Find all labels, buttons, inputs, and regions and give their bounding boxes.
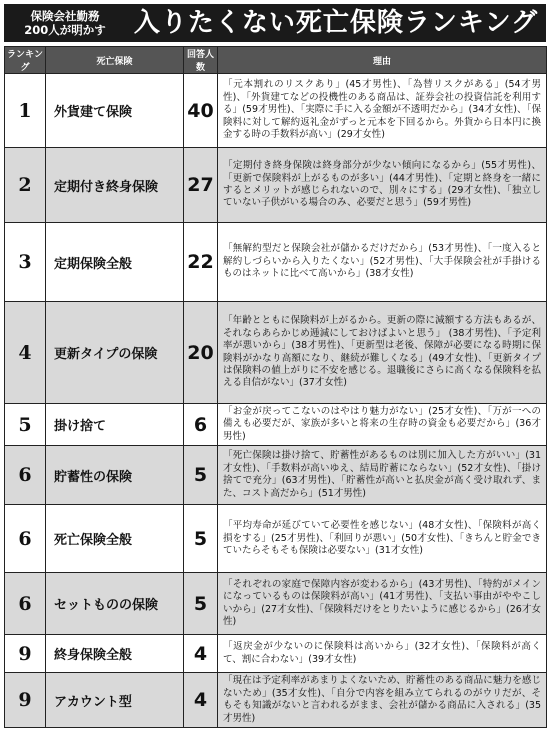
insurance-name-cell: アカウント型 <box>46 673 184 728</box>
count-cell: 27 <box>184 148 218 223</box>
column-header-name: 死亡保険 <box>46 47 184 74</box>
column-header-reason: 理由 <box>218 47 547 74</box>
count-cell: 20 <box>184 302 218 404</box>
table-row <box>5 673 547 728</box>
reason-cell: 「現在は予定利率があまりよくないため、貯蓄性のある商品に魅力を感じないため」(35才女性)、「自分で内容を組み立てられるのがウリだが、そもそも知識がないと言われるがまま、会社が儲かる商品に入される」(35才男性) <box>218 673 547 728</box>
insurance-name-cell: 外貨建て保険 <box>46 74 184 148</box>
reason-cell: 「元本割れのリスクあり」(45才男性)、「為替リスクがある」(54才男性)、「外貨建てなどの投機性のある商品は、証券会社の投資信託を利用する」(59才男性)、「実際に手に入る金額が不透明だから」(34才女性)、「保険料に対して解約返礼金がずっと元本を下回るから。外貨から日本円に換金する時の手数料が高い」(29才女性) <box>218 74 547 148</box>
rank-cell: 9 <box>5 673 46 728</box>
insurance-name-cell: 掛け捨て <box>46 404 184 446</box>
table-row <box>5 404 547 446</box>
rank-cell: 6 <box>5 505 46 573</box>
rank-cell: 3 <box>5 223 46 302</box>
table-row <box>5 148 547 223</box>
table-row <box>5 223 547 302</box>
insurance-name-cell: 定期付き終身保険 <box>46 148 184 223</box>
count-cell: 5 <box>184 573 218 635</box>
table-row <box>5 302 547 404</box>
count-cell: 22 <box>184 223 218 302</box>
reason-cell: 「定期付き終身保険は終身部分が少ない傾向になるから」(55才男性)、「更新で保険料が上がるものが多い」(44才男性)、「定期と終身を一緒にするとメリットが感じられないので、別々にする」(29才女性)、「独立していない子供がいる場合のみ、必要だと思う」(59才男性) <box>218 148 547 223</box>
reason-cell: 「それぞれの家庭で保障内容が変わるから」(43才男性)、「特約がメインになっているものは保険料が高い」(41才男性)、「支払い事由がややこしいから」(27才女性)、「保険料だけをとりたいように感じるから」(26才女性) <box>218 573 547 635</box>
rank-cell: 4 <box>5 302 46 404</box>
insurance-name-cell: セットものの保険 <box>46 573 184 635</box>
header-subtitle-line2: 200人が明かす <box>24 23 106 37</box>
rank-cell: 2 <box>5 148 46 223</box>
count-cell: 4 <box>184 635 218 673</box>
insurance-name-cell: 更新タイプの保険 <box>46 302 184 404</box>
table-header-row <box>5 47 547 74</box>
insurance-name-cell: 死亡保険全般 <box>46 505 184 573</box>
table-row <box>5 74 547 148</box>
rank-cell: 5 <box>5 404 46 446</box>
reason-cell: 「お金が戻ってこないのはやはり魅力がない」(25才女性)、「万が一への備えも必要だが、家族が多いと将来の生存時の資金も必要だから」(36才男性) <box>218 404 547 446</box>
table-row <box>5 505 547 573</box>
insurance-name-cell: 定期保険全般 <box>46 223 184 302</box>
rank-cell: 6 <box>5 446 46 505</box>
insurance-name-cell: 貯蓄性の保険 <box>46 446 184 505</box>
header-subtitle-line1: 保険会社勤務 <box>30 9 100 23</box>
rank-cell: 1 <box>5 74 46 148</box>
rank-cell: 6 <box>5 573 46 635</box>
column-header-count: 回答人数 <box>184 47 218 74</box>
count-cell: 5 <box>184 505 218 573</box>
reason-cell: 「返戻金が少ないのに保険料は高いから」(32才女性)、「保険料が高くて、割に合わない」(39才女性) <box>218 635 547 673</box>
table-row <box>5 573 547 635</box>
reason-cell: 「無解約型だと保険会社が儲かるだけだから」(53才男性)、「一度入ると解約しづらいから入りたくない」(52才男性)、「大手保険会社が手掛けるものはネットに比べて高いから」(38才女性) <box>218 223 547 302</box>
reason-cell: 「年齢とともに保険料が上がるから。更新の際に減額する方法もあるが、それならあらかじめ逓減にしておけばよいと思う」 (38才男性)、「予定利率が悪いから」(38才男性)、「更新型は老後、保障が必要になる時期に保険料がかなり高額になり、継続が難しくなる」(49才女性)、「更新タイプは保険料の値上がりに不安を感じる。退職後にさらに高くなる保険料を払える自信がない」(37才女性) <box>218 302 547 404</box>
column-header-rank: ランキング <box>5 47 46 74</box>
rank-cell: 9 <box>5 635 46 673</box>
reason-cell: 「平均寿命が延びていて必要性を感じない」(48才女性)、「保険料が高く損をする」(25才男性)、「利回りが悪い」(50才女性)、「きちんと貯金できていたらそもそも保険は必要ない」(31才女性) <box>218 505 547 573</box>
header-banner <box>4 4 546 42</box>
ranking-table <box>4 46 547 728</box>
reason-cell: 「死亡保険は掛け捨て、貯蓄性があるものは別に加入した方がいい」(31才女性)、「手数料が高いゆえ、結局貯蓄にならない」(52才女性)、「掛け捨てで充分」(63才男性)、「貯蓄性が高いと払戻金が高く受け取れず、また、コスト高だから」(51才男性) <box>218 446 547 505</box>
count-cell: 6 <box>184 404 218 446</box>
header-subtitle <box>4 9 126 37</box>
count-cell: 40 <box>184 74 218 148</box>
count-cell: 4 <box>184 673 218 728</box>
table-row <box>5 635 547 673</box>
page-title: 入りたくない死亡保険ランキング <box>133 8 539 38</box>
count-cell: 5 <box>184 446 218 505</box>
table-row <box>5 446 547 505</box>
insurance-name-cell: 終身保険全般 <box>46 635 184 673</box>
